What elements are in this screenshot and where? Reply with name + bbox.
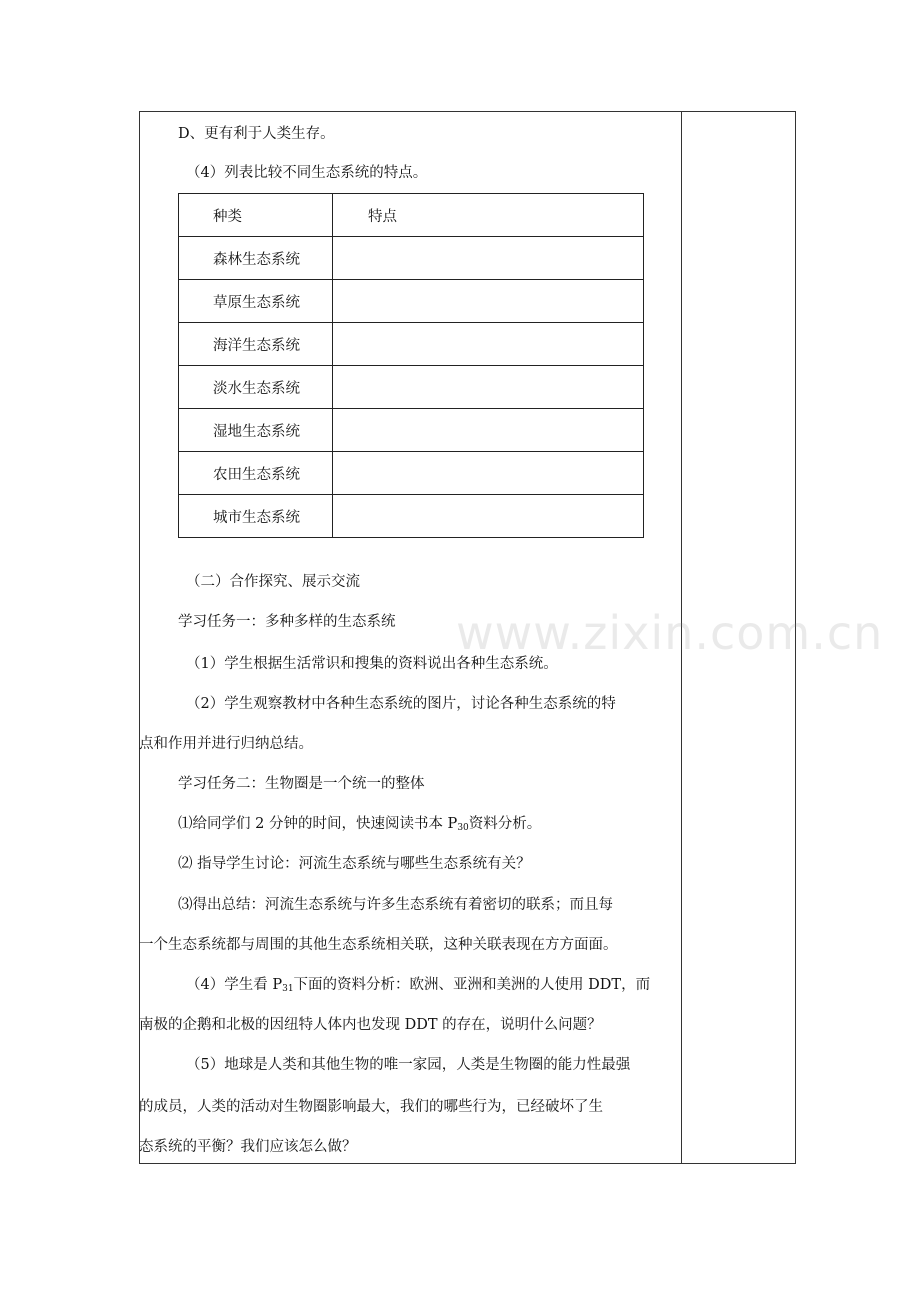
task2-item1-end: 资料分析。 [468, 816, 542, 832]
table-row [179, 323, 644, 366]
task2-item5-line2: 的成员，人类的活动对生物圈影响最大，我们的哪些行为，已经破坏了生 [139, 1099, 603, 1115]
ecosystem-comparison-table [178, 193, 644, 538]
task2-title: 学习任务二：生物圈是一个统一的整体 [178, 776, 425, 792]
task2-item1 [178, 814, 541, 838]
section-2-heading: （二）合作探究、展示交流 [186, 574, 360, 590]
task2-item5-line3: 态系统的平衡？我们应该怎么做？ [139, 1139, 357, 1155]
row-label: 淡水生态系统 [179, 366, 333, 409]
task2-item4-line2: 南极的企鹅和北极的因纽特人体内也发现 DDT 的存在，说明什么问题？ [139, 1017, 602, 1033]
task1-title: 学习任务一：多种多样的生态系统 [178, 614, 396, 630]
task2-item1-text: ⑴给同学们 2 分钟的时间，快速阅读书本 P [178, 816, 458, 832]
table-row [179, 280, 644, 323]
row-label: 城市生态系统 [179, 495, 333, 538]
task2-item3-line2: 一个生态系统都与周围的其他生态系统相关联，这种关联表现在方方面面。 [139, 937, 618, 953]
row-label: 湿地生态系统 [179, 409, 333, 452]
row-feature-cell [333, 409, 644, 452]
page-ref-30: 30 [457, 823, 469, 833]
header-type: 种类 [179, 194, 333, 237]
row-feature-cell [333, 323, 644, 366]
option-d: D、更有利于人类生存。 [178, 126, 335, 142]
table-row [179, 237, 644, 280]
table-row [179, 409, 644, 452]
task2-item3-line1: ⑶得出总结：河流生态系统与许多生态系统有着密切的联系；而且每 [178, 897, 613, 913]
table-header-row [179, 194, 644, 237]
header-feature: 特点 [333, 194, 644, 237]
task4-heading: （4）列表比较不同生态系统的特点。 [186, 165, 428, 181]
row-feature-cell [333, 366, 644, 409]
task1-item1: （1）学生根据生活常识和搜集的资料说出各种生态系统。 [186, 656, 558, 672]
row-label: 海洋生态系统 [179, 323, 333, 366]
task2-item4-end: 下面的资料分析：欧洲、亚洲和美洲的人使用 DDT，而 [293, 977, 651, 993]
row-feature-cell [333, 495, 644, 538]
task1-item2-line2: 点和作用并进行归纳总结。 [139, 736, 313, 752]
table-row [179, 452, 644, 495]
row-feature-cell [333, 237, 644, 280]
table-row [179, 495, 644, 538]
row-feature-cell [333, 452, 644, 495]
row-feature-cell [333, 280, 644, 323]
task2-item2: ⑵ 指导学生讨论：河流生态系统与哪些生态系统有关？ [178, 856, 531, 872]
task1-item2-line1: （2）学生观察教材中各种生态系统的图片，讨论各种生态系统的特 [186, 696, 616, 712]
task2-item5-line1: （5）地球是人类和其他生物的唯一家园，人类是生物圈的能力性最强 [186, 1057, 631, 1073]
table-row [179, 366, 644, 409]
row-label: 草原生态系统 [179, 280, 333, 323]
row-label: 农田生态系统 [179, 452, 333, 495]
page-ref-31: 31 [282, 984, 294, 994]
task2-item4-text: （4）学生看 P [186, 977, 283, 993]
watermark: www.zixin.com.cn [456, 606, 884, 660]
row-label: 森林生态系统 [179, 237, 333, 280]
task2-item4 [186, 975, 650, 999]
